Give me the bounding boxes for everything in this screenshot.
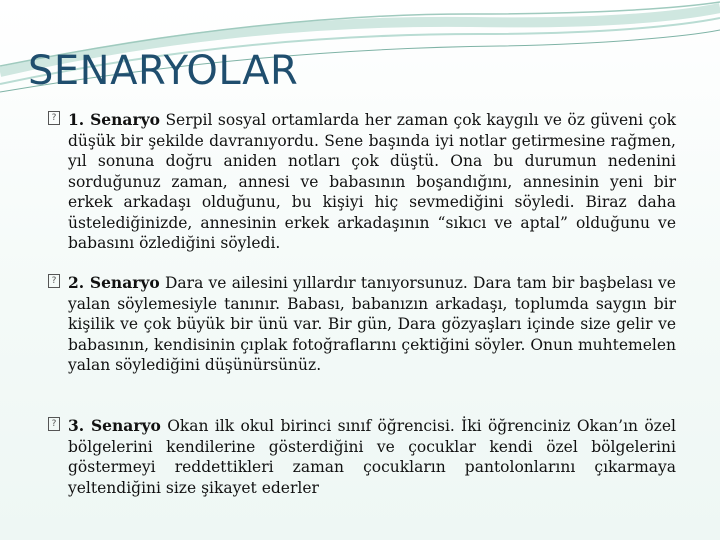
- scenario-label: 1. Senaryo: [68, 110, 160, 129]
- bullet-box-icon: ?: [48, 274, 60, 288]
- scenario-text-block: [68, 416, 676, 498]
- bullet-box-icon: ?: [48, 417, 60, 431]
- slide-title: SENARYOLAR: [28, 48, 299, 94]
- scenario-text: Okan ilk okul birinci sınıf öğrencisi. İki öğrenciniz Okan’ın özel bölgelerini kendilerine gösterdiğini ve çocuklar kendi özel bölgelerini göstermeyi reddettikleri zaman çocukların pantolonlarını çıkarmaya yeltendiğini size şikayet ederler: [68, 417, 676, 497]
- scenario-label: 3. Senaryo: [68, 416, 161, 435]
- scenario-text-block: [68, 110, 676, 254]
- scenario-item-2: [48, 273, 676, 376]
- scenario-text-block: [68, 273, 676, 376]
- scenario-item-1: [48, 110, 676, 254]
- scenario-item-3: [48, 416, 676, 498]
- scenario-text: Serpil sosyal ortamlarda her zaman çok kaygılı ve öz güveni çok düşük bir şekilde davranıyordu. Sene başında iyi notlar getirmesine rağmen, yıl sonuna doğru aniden notları çok düştü. Ona bu durumun nedenini sorduğunuz zaman, annesi ve babasının boşandığını, annesinin yeni bir erkek arkadaşı olduğunu, bu kişiyi hiç sevmediğini söyledi. Biraz daha üstelediğinizde, annesinin erkek arkadaşının “sıkıcı ve aptal” olduğunu ve babasını özlediğini söyledi.: [68, 111, 676, 252]
- scenario-text: Dara ve ailesini yıllardır tanıyorsunuz. Dara tam bir başbelası ve yalan söylemesiyle tanınır. Babası, babanızın arkadaşı, toplumda saygın bir kişilik ve çok büyük bir ünü var. Bir gün, Dara gözyaşları içinde size gelir ve babasının, kendisinin çıplak fotoğraflarını çektiğini söyler. Onun muhtemelen yalan söylediğini düşünürsünüz.: [68, 274, 676, 374]
- bullet-box-icon: ?: [48, 111, 60, 125]
- scenario-label: 2. Senaryo: [68, 273, 160, 292]
